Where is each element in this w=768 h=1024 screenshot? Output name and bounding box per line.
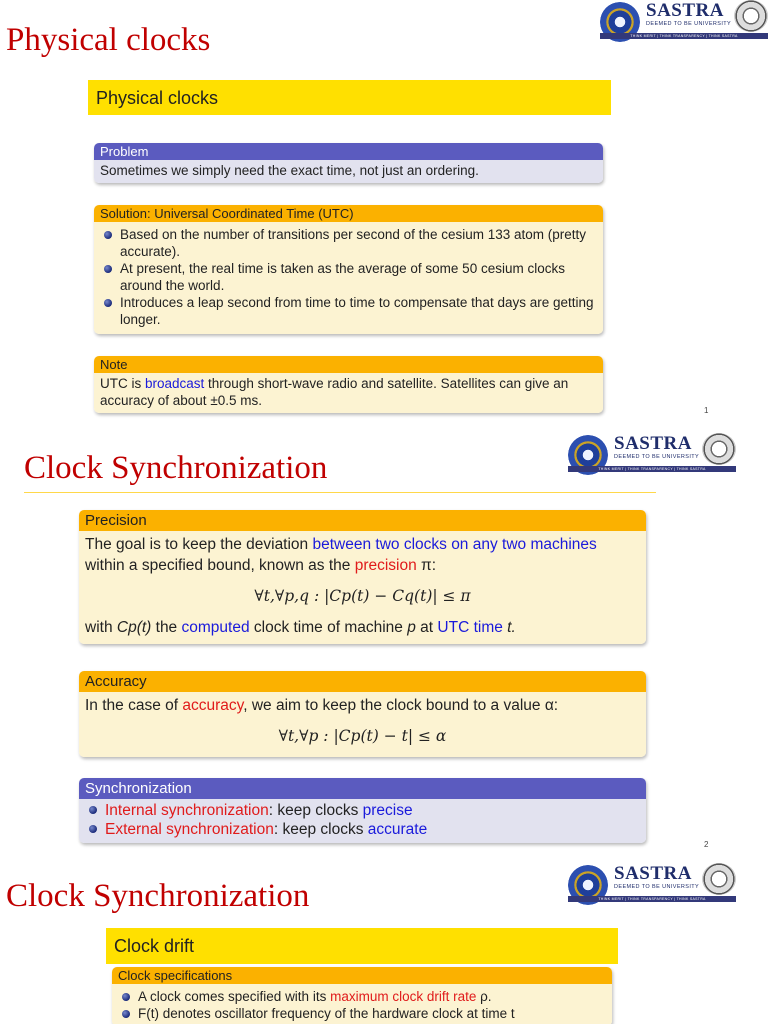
accuracy-formula: ∀t,∀p : |Cp(t) − t| ≤ α	[278, 727, 447, 745]
slide-title: Physical clocks	[6, 22, 211, 58]
logo-name: SASTRA	[646, 0, 724, 21]
list-item: Based on the number of transitions per second of the cesium 133 atom (pretty accurate).	[100, 226, 597, 260]
block-body: In the case of accuracy, we aim to keep the clock bound to a value α: ∀t,∀p : |Cp(t) − t| ≤ α	[79, 692, 646, 757]
logo-name: SASTRA	[614, 433, 692, 454]
list-item: At present, the real time is taken as the average of some 50 cesium clocks around the world.	[100, 260, 597, 294]
slide-3	[0, 855, 768, 1024]
highlight-text: broadcast	[145, 376, 205, 391]
block-body: The goal is to keep the deviation between two clocks on any two machines within a specified bound, known as the precision π: ∀t,∀p,q : |Cp(t) − Cq(t)| ≤ π with Cp(t) the computed clock time of machine p at UTC time t.	[79, 531, 646, 644]
block-header: Note	[94, 356, 603, 373]
crest-icon	[702, 863, 736, 895]
block-header: Solution: Universal Coordinated Time (UTC)	[94, 205, 603, 222]
logo-tagline: THINK MERIT | THINK TRANSPARENCY | THINK SASTRA	[568, 466, 736, 472]
list-item: Internal synchronization: keep clocks precise	[85, 801, 640, 820]
page-number: 2	[704, 840, 709, 849]
slide-1	[0, 0, 768, 430]
page-number: 1	[704, 406, 709, 415]
frame-title: Clock drift	[106, 928, 618, 964]
solution-block	[94, 205, 603, 334]
block-header: Precision	[79, 510, 646, 531]
logo-tagline: THINK MERIT | THINK TRANSPARENCY | THINK SASTRA	[600, 33, 768, 39]
list-item: Introduces a leap second from time to time to compensate that days are getting longer.	[100, 294, 597, 328]
block-body: Sometimes we simply need the exact time, not just an ordering.	[94, 160, 603, 183]
block-header: Accuracy	[79, 671, 646, 692]
list-item: A clock comes specified with its maximum clock drift rate ρ.	[118, 988, 606, 1005]
sastra-logo	[568, 433, 736, 477]
block-body: UTC is broadcast through short-wave radio and satellite. Satellites can give an accuracy of about ±0.5 ms.	[94, 373, 603, 413]
list-item: F(t) denotes oscillator frequency of the hardware clock at time t	[118, 1005, 606, 1022]
frame-title: Physical clocks	[88, 80, 611, 115]
slide-2	[0, 430, 768, 855]
precision-formula: ∀t,∀p,q : |Cp(t) − Cq(t)| ≤ π	[254, 587, 471, 605]
problem-block	[94, 143, 603, 183]
slide-title: Clock Synchronization	[6, 878, 310, 914]
logo-subtitle: DEEMED TO BE UNIVERSITY	[614, 884, 700, 890]
logo-tagline: THINK MERIT | THINK TRANSPARENCY | THINK SASTRA	[568, 896, 736, 902]
logo-subtitle: DEEMED TO BE UNIVERSITY	[614, 454, 700, 460]
accuracy-block	[79, 671, 646, 757]
precision-block	[79, 510, 646, 644]
block-header: Clock specifications	[112, 967, 612, 984]
crest-icon	[734, 0, 768, 32]
list-item: External synchronization: keep clocks accurate	[85, 820, 640, 839]
sastra-logo	[568, 863, 736, 907]
logo-name: SASTRA	[614, 863, 692, 884]
sastra-logo	[600, 0, 768, 44]
crest-icon	[702, 433, 736, 465]
note-block	[94, 356, 603, 413]
block-header: Problem	[94, 143, 603, 160]
clock-specifications-block	[112, 967, 612, 1024]
block-header: Synchronization	[79, 778, 646, 799]
synchronization-block	[79, 778, 646, 843]
title-rule	[24, 492, 656, 493]
logo-subtitle: DEEMED TO BE UNIVERSITY	[646, 21, 732, 27]
slide-title: Clock Synchronization	[24, 450, 328, 486]
